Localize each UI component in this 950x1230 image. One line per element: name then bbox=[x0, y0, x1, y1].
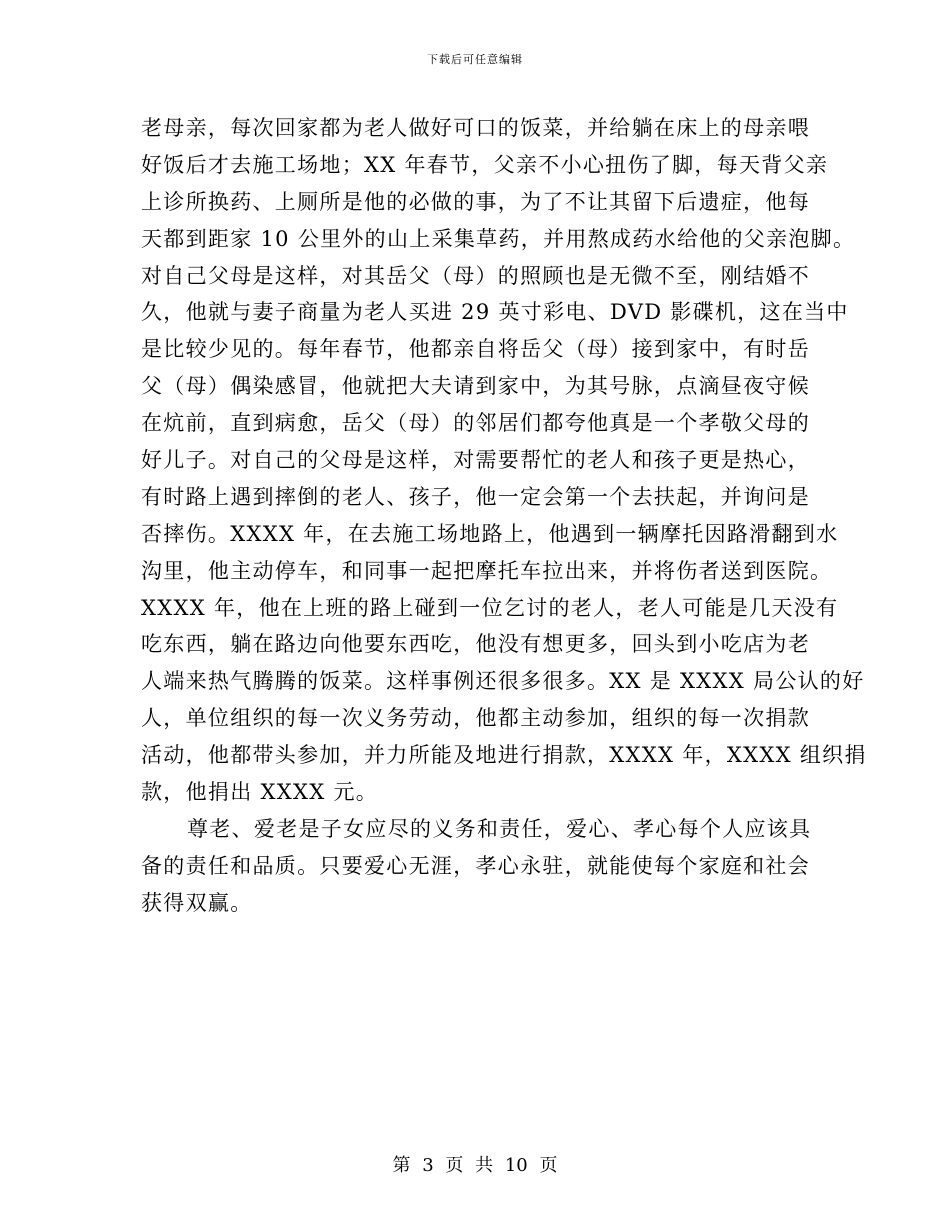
text-line: 好儿子。对自己的父母是这样，对需要帮忙的老人和孩子更是热心， bbox=[141, 448, 810, 473]
text-line: 对自己父母是这样，对其岳父（母）的照顾也是无微不至，刚结婚不 bbox=[141, 263, 810, 288]
text-line: 款，他捐出 XXXX 元。 bbox=[141, 780, 379, 805]
text-line: 沟里，他主动停车，和同事一起把摩托车拉出来，并将伤者送到医院。 bbox=[141, 558, 833, 583]
text-line: 否摔伤。XXXX 年，在去施工场地路上，他遇到一辆摩托因路滑翻到水 bbox=[141, 521, 839, 546]
text-line: 吃东西，躺在路边向他要东西吃，他没有想更多，回头到小吃店为老 bbox=[141, 632, 810, 657]
paragraph-start-line: 尊老、爱老是子女应尽的义务和责任，爱心、孝心每个人应该具 bbox=[187, 816, 812, 841]
text-line: 天都到距家 10 公里外的山上采集草药，并用熬成药水给他的父亲泡脚。 bbox=[141, 226, 856, 251]
text-line: 上诊所换药、上厕所是他的必做的事，为了不让其留下后遗症，他每 bbox=[141, 189, 810, 214]
text-line: 父（母）偶染感冒，他就把大夫请到家中，为其号脉，点滴昼夜守候 bbox=[141, 374, 810, 399]
page-header: 下载后可任意编辑 bbox=[427, 53, 523, 66]
text-line: 好饭后才去施工场地；XX 年春节，父亲不小心扭伤了脚，每天背父亲 bbox=[141, 152, 829, 177]
document-body bbox=[141, 110, 867, 922]
page-number: 第 3 页 共 10 页 bbox=[392, 1155, 558, 1176]
text-line: XXXX 年，他在上班的路上碰到一位乞讨的老人，老人可能是几天没有 bbox=[141, 595, 839, 620]
text-line: 获得双赢。 bbox=[141, 890, 253, 915]
text-line: 有时路上遇到摔倒的老人、孩子，他一定会第一个去扶起，并询问是 bbox=[141, 484, 810, 509]
text-line: 备的责任和品质。只要爱心无涯，孝心永驻，就能使每个家庭和社会 bbox=[141, 853, 810, 878]
text-line: 活动，他都带头参加，并力所能及地进行捐款，XXXX 年，XXXX 组织捐 bbox=[141, 743, 867, 768]
text-line: 是比较少见的。每年春节，他都亲自将岳父（母）接到家中，有时岳 bbox=[141, 337, 810, 362]
text-line: 人，单位组织的每一次义务劳动，他都主动参加，组织的每一次捐款 bbox=[141, 706, 810, 731]
text-line: 人端来热气腾腾的饭菜。这样事例还很多很多。XX 是 XXXX 局公认的好 bbox=[141, 669, 865, 694]
text-line: 久，他就与妻子商量为老人买进 29 英寸彩电、DVD 影碟机，这在当中 bbox=[141, 300, 849, 325]
text-line: 在炕前，直到病愈，岳父（母）的邻居们都夸他真是一个孝敬父母的 bbox=[141, 411, 810, 436]
text-line: 老母亲，每次回家都为老人做好可口的饭菜，并给躺在床上的母亲喂 bbox=[141, 116, 810, 140]
